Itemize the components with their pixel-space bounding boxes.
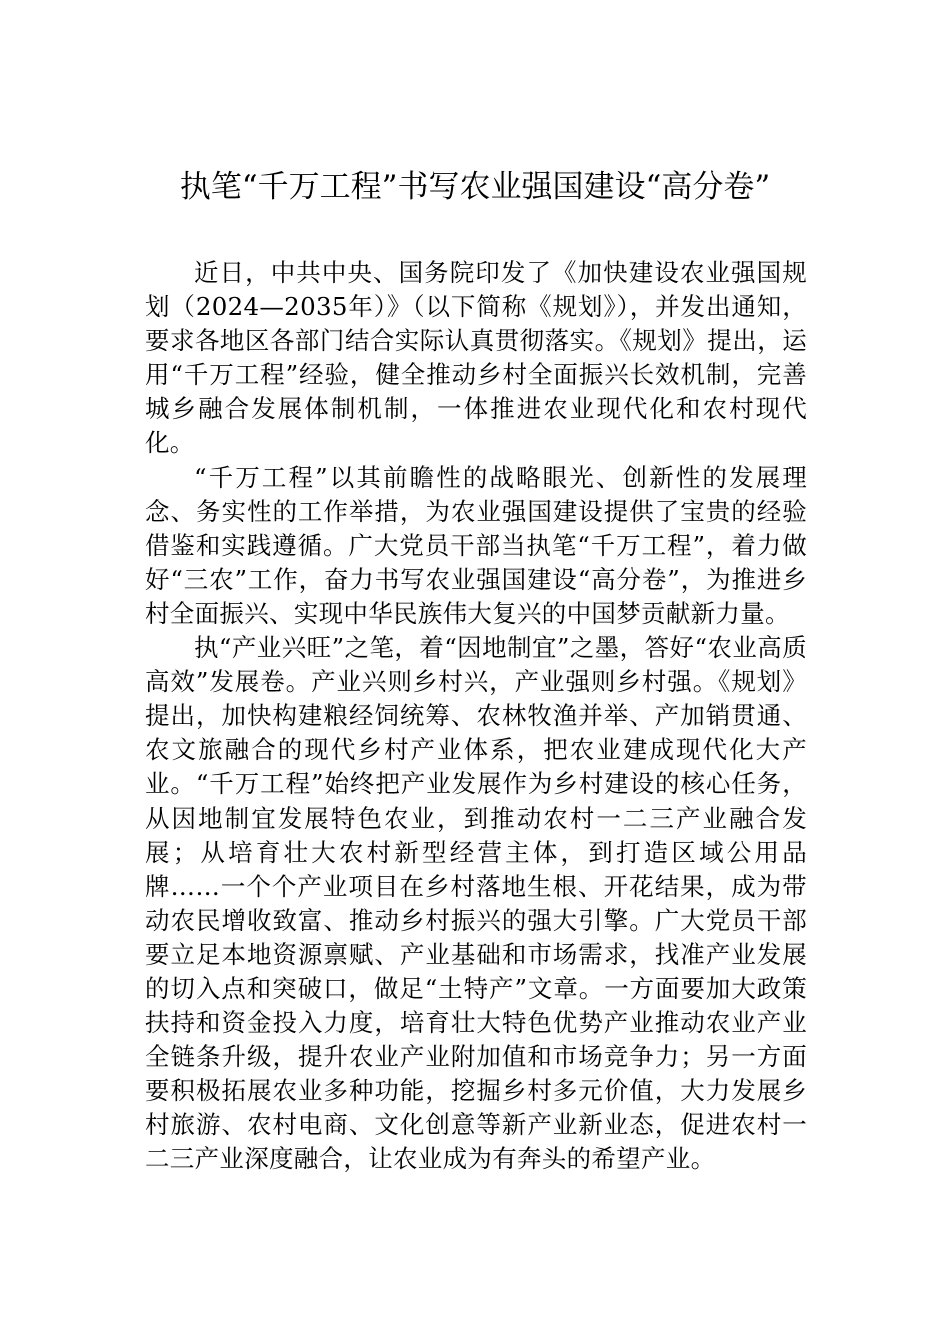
paragraph-2: “千万工程”以其前瞻性的战略眼光、创新性的发展理念、务实性的工作举措，为农业强国建设提供了宝贵的经验借鉴和实践遵循。广大党员干部当执笔“千万工程”，着力做好“三农”工作，奋力书写农业强国建设“高分卷”，为推进乡村全面振兴、实现中华民族伟大复兴的中国梦贡献新力量。 xyxy=(145,462,807,628)
document-title: 执笔“千万工程”书写农业强国建设“高分卷” xyxy=(179,169,771,205)
paragraph-3: 执“产业兴旺”之笔，着“因地制宜”之墨，答好“农业高质高效”发展卷。产业兴则乡村兴，产业强则乡村强。《规划》提出，加快构建粮经饲统筹、农林牧渔并举、产加销贯通、农文旅融合的现代乡村产业体系，把农业建成现代化大产业。“千万工程”始终把产业发展作为乡村建设的核心任务，从因地制宜发展特色农业，到推动农村一二三产业融合发展；从培育壮大农村新型经营主体，到打造区域公用品牌……一个个产业项目在乡村落地生根、开花结果，成为带动农民增收致富、推动乡村振兴的强大引擎。广大党员干部要立足本地资源禀赋、产业基础和市场需求，找准产业发展的切入点和突破口，做足“土特产”文章。一方面要加大政策扶持和资金投入力度，培育壮大特色优势产业推动农业产业全链条升级，提升农业产业附加值和市场竞争力；另一方面要积极拓展农业多种功能，挖掘乡村多元价值，大力发展乡村旅游、农村电商、文化创意等新产业新业态，促进农村一二三产业深度融合，让农业成为有奔头的希望产业。 xyxy=(145,633,807,1174)
paragraph-1: 近日，中共中央、国务院印发了《加快建设农业强国规划（2024—2035年）》（以下简称《规划》），并发出通知，要求各地区各部门结合实际认真贯彻落实。《规划》提出，运用“千万工程”经验，健全推动乡村全面振兴长效机制，完善城乡融合发展体制机制，一体推进农业现代化和农村现代化。 xyxy=(145,258,807,458)
document-body xyxy=(145,256,807,1177)
